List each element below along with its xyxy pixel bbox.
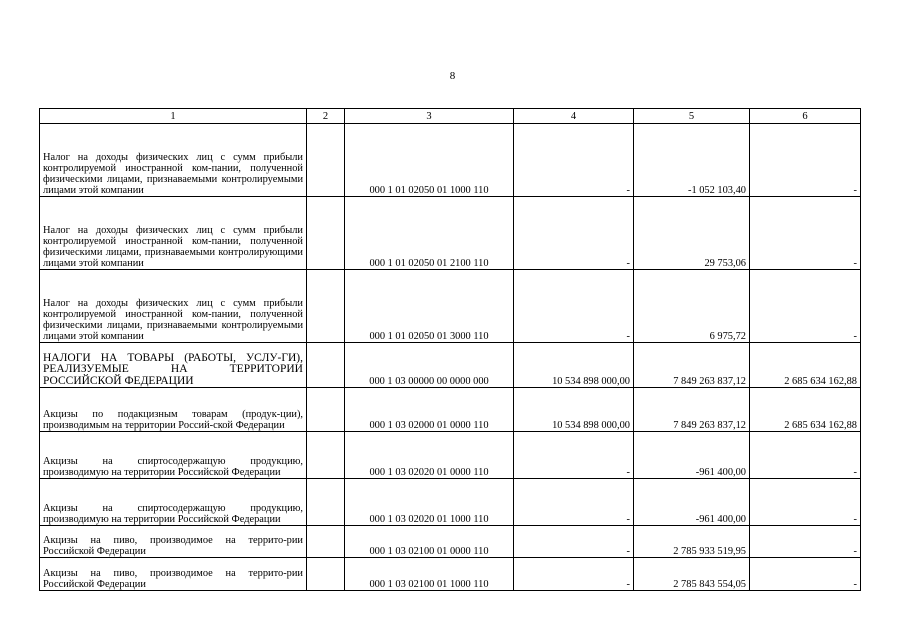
header-row bbox=[40, 109, 861, 124]
row-exec: -1 052 103,40 bbox=[634, 124, 750, 197]
table-row bbox=[40, 558, 861, 591]
header-cell: 5 bbox=[634, 109, 750, 124]
budget-table bbox=[39, 108, 861, 591]
row-col2 bbox=[307, 270, 345, 343]
table-row bbox=[40, 388, 861, 432]
table-row bbox=[40, 479, 861, 526]
row-remain: - bbox=[750, 270, 861, 343]
row-exec: -961 400,00 bbox=[634, 432, 750, 479]
row-exec: -961 400,00 bbox=[634, 479, 750, 526]
table-row bbox=[40, 343, 861, 388]
row-remain: - bbox=[750, 197, 861, 270]
row-col2 bbox=[307, 558, 345, 591]
row-exec: 6 975,72 bbox=[634, 270, 750, 343]
row-name: Налог на доходы физических лиц с сумм прибыли контролируемой иностранной ком-пании, полученной физическими лицами, признаваемыми контролирующими лицами этой компании bbox=[40, 197, 307, 270]
row-name: НАЛОГИ НА ТОВАРЫ (РАБОТЫ, УСЛУ-ГИ), РЕАЛИЗУЕМЫЕ НА ТЕРРИТОРИИ РОССИЙСКОЙ ФЕДЕРАЦИИ bbox=[40, 343, 307, 388]
row-plan: - bbox=[514, 479, 634, 526]
table-row bbox=[40, 432, 861, 479]
header-cell: 4 bbox=[514, 109, 634, 124]
row-remain: - bbox=[750, 479, 861, 526]
row-remain: 2 685 634 162,88 bbox=[750, 343, 861, 388]
row-name: Акцизы на пиво, производимое на террито-рии Российской Федерации bbox=[40, 526, 307, 558]
row-col2 bbox=[307, 124, 345, 197]
row-plan: - bbox=[514, 197, 634, 270]
row-remain: 2 685 634 162,88 bbox=[750, 388, 861, 432]
row-col2 bbox=[307, 388, 345, 432]
page-number: 8 bbox=[449, 70, 456, 82]
table-row bbox=[40, 270, 861, 343]
row-remain: - bbox=[750, 432, 861, 479]
row-code: 000 1 01 02050 01 2100 110 bbox=[345, 197, 514, 270]
row-col2 bbox=[307, 479, 345, 526]
header-cell: 1 bbox=[40, 109, 307, 124]
row-code: 000 1 03 02020 01 1000 110 bbox=[345, 479, 514, 526]
header-cell: 2 bbox=[307, 109, 345, 124]
row-exec: 7 849 263 837,12 bbox=[634, 343, 750, 388]
row-remain: - bbox=[750, 526, 861, 558]
row-name: Акцизы на спиртосодержащую продукцию, производимую на территории Российской Федерации bbox=[40, 432, 307, 479]
row-plan: 10 534 898 000,00 bbox=[514, 388, 634, 432]
row-exec: 2 785 843 554,05 bbox=[634, 558, 750, 591]
row-col2 bbox=[307, 343, 345, 388]
row-code: 000 1 01 02050 01 1000 110 bbox=[345, 124, 514, 197]
table-row bbox=[40, 526, 861, 558]
table-row bbox=[40, 197, 861, 270]
row-plan: - bbox=[514, 558, 634, 591]
row-col2 bbox=[307, 432, 345, 479]
row-name: Акцизы по подакцизным товарам (продук-ции), производимым на территории Россий-ской Федерации bbox=[40, 388, 307, 432]
row-name: Налог на доходы физических лиц с сумм прибыли контролируемой иностранной ком-пании, полученной физическими лицами, признаваемыми контролируемыми лицами этой компании bbox=[40, 270, 307, 343]
row-exec: 29 753,06 bbox=[634, 197, 750, 270]
row-code: 000 1 03 02100 01 0000 110 bbox=[345, 526, 514, 558]
row-plan: - bbox=[514, 432, 634, 479]
row-remain: - bbox=[750, 124, 861, 197]
header-cell: 6 bbox=[750, 109, 861, 124]
row-remain: - bbox=[750, 558, 861, 591]
row-code: 000 1 01 02050 01 3000 110 bbox=[345, 270, 514, 343]
row-code: 000 1 03 02000 01 0000 110 bbox=[345, 388, 514, 432]
row-plan: - bbox=[514, 124, 634, 197]
table-row bbox=[40, 124, 861, 197]
header-cell: 3 bbox=[345, 109, 514, 124]
row-code: 000 1 03 02020 01 0000 110 bbox=[345, 432, 514, 479]
row-plan: 10 534 898 000,00 bbox=[514, 343, 634, 388]
row-plan: - bbox=[514, 270, 634, 343]
row-code: 000 1 03 00000 00 0000 000 bbox=[345, 343, 514, 388]
row-code: 000 1 03 02100 01 1000 110 bbox=[345, 558, 514, 591]
row-name: Налог на доходы физических лиц с сумм прибыли контролируемой иностранной ком-пании, полученной физическими лицами, признаваемыми контролируемыми лицами этой компании bbox=[40, 124, 307, 197]
row-name: Акцизы на спиртосодержащую продукцию, производимую на территории Российской Федерации bbox=[40, 479, 307, 526]
row-name: Акцизы на пиво, производимое на террито-рии Российской Федерации bbox=[40, 558, 307, 591]
row-plan: - bbox=[514, 526, 634, 558]
row-exec: 2 785 933 519,95 bbox=[634, 526, 750, 558]
row-exec: 7 849 263 837,12 bbox=[634, 388, 750, 432]
row-col2 bbox=[307, 197, 345, 270]
row-col2 bbox=[307, 526, 345, 558]
